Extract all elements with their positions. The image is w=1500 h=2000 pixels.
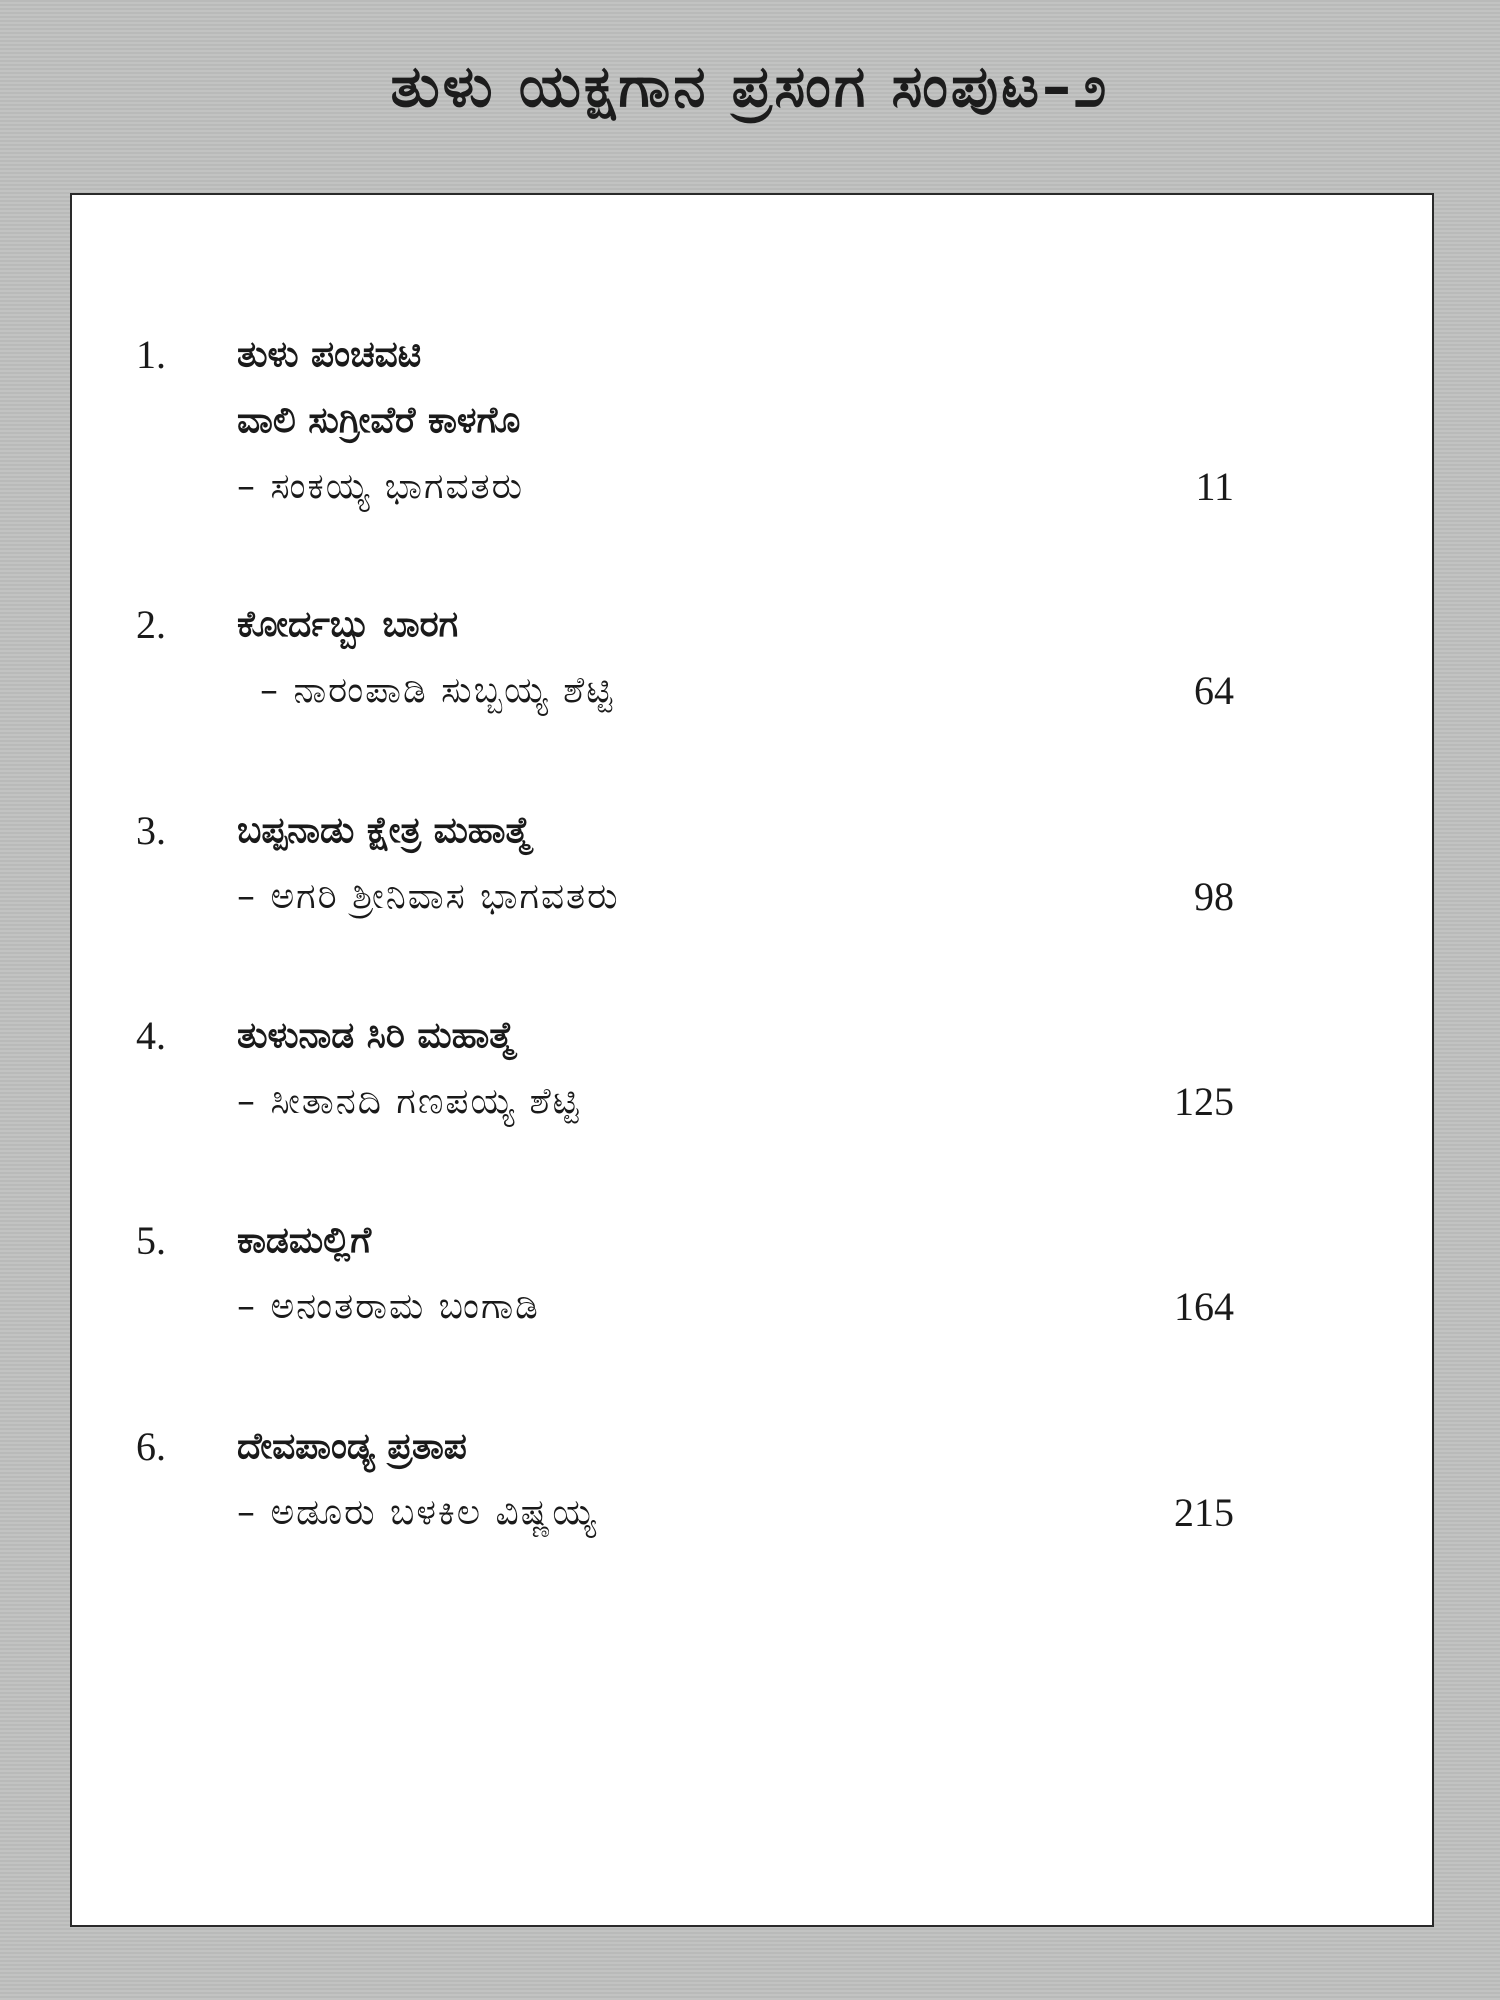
entry-page-number: 215	[1174, 1490, 1234, 1535]
entry-author: – ಸೀತಾನದಿ ಗಣಪಯ್ಯ ಶೆಟ್ಟಿ	[237, 1081, 581, 1122]
entry-number: 2.	[136, 602, 166, 647]
entry-author: – ಸಂಕಯ್ಯ ಭಾಗವತರು	[237, 466, 525, 507]
entry-page-number: 164	[1174, 1284, 1234, 1329]
entry-author: – ಅಗರಿ ಶ್ರೀನಿವಾಸ ಭಾಗವತರು	[237, 876, 620, 917]
entry-subtitle: ವಾಲಿ ಸುಗ್ರೀವೆರೆ ಕಾಳಗೊ	[237, 400, 521, 441]
entry-author: – ನಾರಂಪಾಡಿ ಸುಬ್ಬಯ್ಯ ಶೆಟ್ಟಿ	[260, 670, 615, 711]
entry-title: ಕಾಡಮಲ್ಲಿಗೆ	[237, 1220, 372, 1261]
entry-title: ಬಪ್ಪನಾಡು ಕ್ಷೇತ್ರ ಮಹಾತ್ಮೆ	[237, 810, 531, 851]
entry-number: 3.	[136, 808, 166, 853]
entry-page-number: 11	[1195, 464, 1234, 509]
entry-page-number: 125	[1174, 1079, 1234, 1124]
table-of-contents	[70, 193, 1434, 1927]
entry-title: ದೇವಪಾಂಡ್ಯ ಪ್ರತಾಪ	[237, 1426, 467, 1467]
entry-title: ಕೋರ್ದಬ್ಬು ಬಾರಗ	[237, 604, 459, 645]
entry-title: ತುಳುನಾಡ ಸಿರಿ ಮಹಾತ್ಮೆ	[237, 1015, 515, 1056]
entry-number: 5.	[136, 1218, 166, 1263]
entry-author: – ಅಡೂರು ಬಳಕಿಲ ವಿಷ್ಣಯ್ಯ	[237, 1492, 598, 1533]
page-title: ತುಳು ಯಕ್ಷಗಾನ ಪ್ರಸಂಗ ಸಂಪುಟ–೨	[390, 52, 1110, 120]
entry-number: 4.	[136, 1013, 166, 1058]
entry-author: – ಅನಂತರಾಮ ಬಂಗಾಡಿ	[237, 1286, 540, 1327]
entry-page-number: 64	[1194, 668, 1234, 713]
entry-page-number: 98	[1194, 874, 1234, 919]
entry-number: 1.	[136, 332, 166, 377]
entry-number: 6.	[136, 1424, 166, 1469]
entry-title: ತುಳು ಪಂಚವಟಿ	[237, 334, 422, 375]
